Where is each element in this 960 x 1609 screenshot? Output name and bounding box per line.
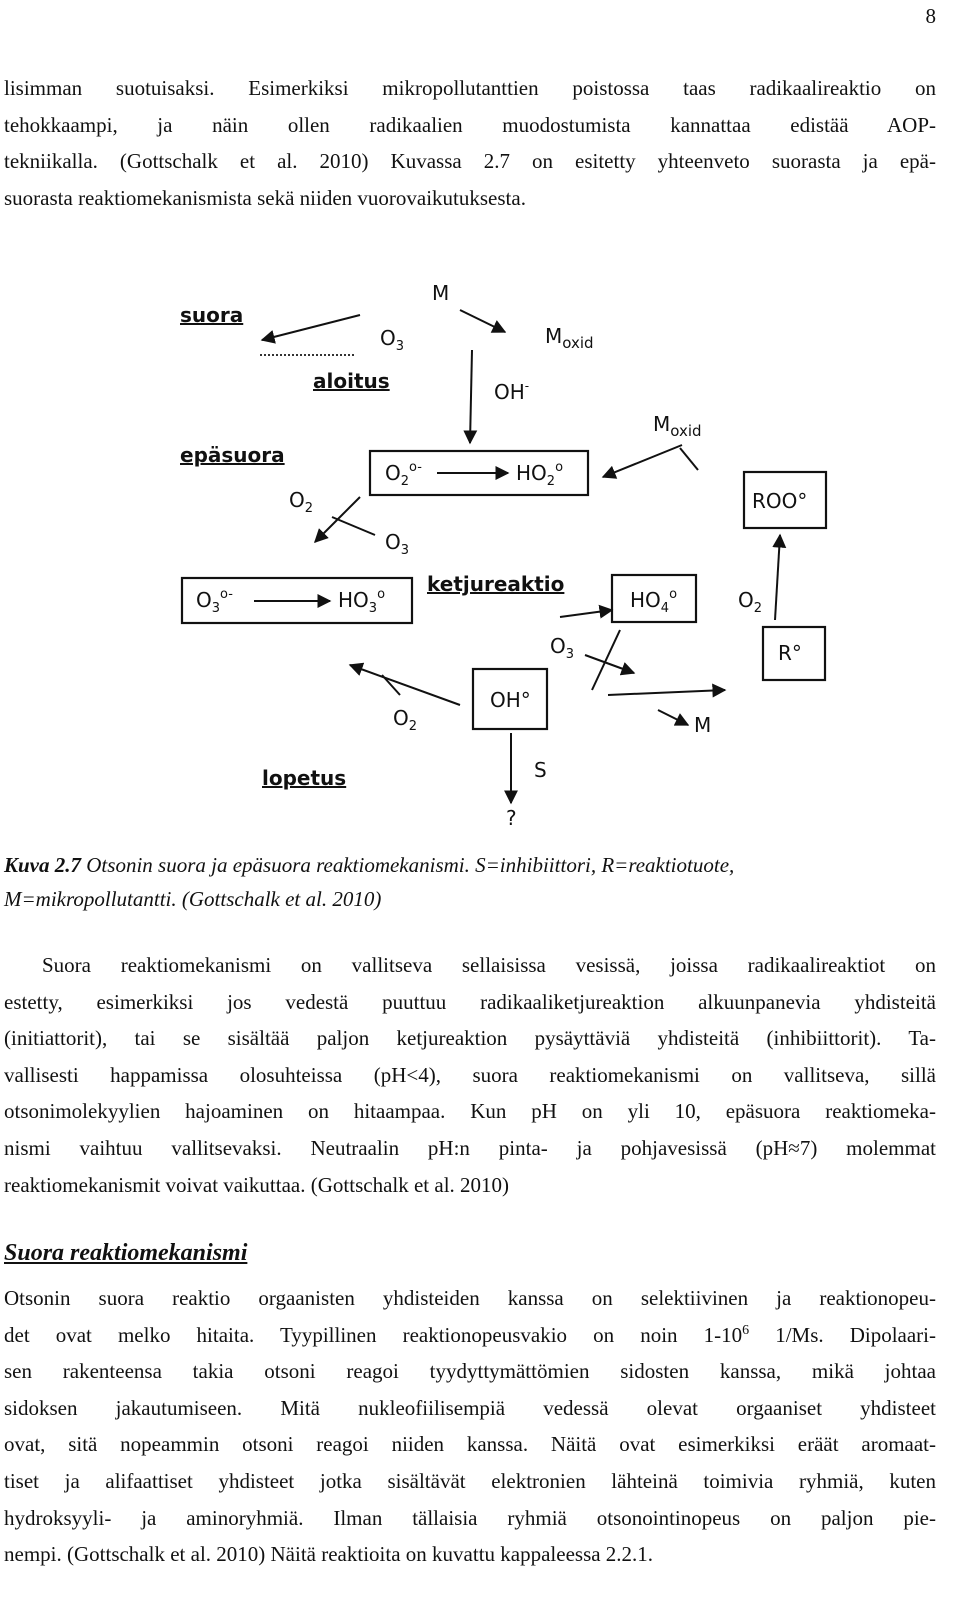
species-o3-mid: $O_3$ — [385, 530, 410, 558]
species-o3-right: $O_3$ — [550, 634, 575, 662]
reaction-arrow — [262, 315, 360, 340]
superoxide-radical: $O_2^{o-}$ — [385, 460, 422, 489]
text-line: Suora reaktiomekanismi on vallitseva sellaisissa vesissä, joissa radikaalireaktiot on — [42, 953, 936, 977]
ho4-radical: $HO_4^o$ — [630, 587, 678, 616]
caption-text: M=mikropollutantti. (Gottschalk et al. 2010) — [4, 887, 382, 911]
text-line: otsonimolekyylien hajoaminen on hitaampaa. Kun pH on yli 10, epäsuora reaktiomeka- — [4, 1099, 936, 1124]
text-line: nismi vaihtuu vallitsevaksi. Neutraalin pH:n pinta- ja pohjavesissä (pH≈7) molemmat — [4, 1135, 936, 1160]
text-line: Otsonin suora reaktio orgaanisten yhdisteiden kanssa on selektiivinen ja reaktionopeu- — [4, 1286, 936, 1310]
hydroperoxyl-radical: $HO_2^o$ — [516, 460, 564, 489]
oh-radical: OH° — [490, 688, 531, 712]
reaction-arrow — [608, 690, 725, 695]
text-line: sen rakenteensa takia otsoni reagoi tyydyttymättömien sidosten kanssa, mikä johtaa — [4, 1359, 936, 1384]
reaction-arrow — [470, 350, 472, 443]
reaction-arrow — [332, 517, 375, 535]
label-aloitus: aloitus — [313, 369, 390, 393]
species-o2-bottom: $O_2$ — [393, 706, 418, 734]
reaction-arrow — [460, 310, 505, 332]
paragraph — [4, 1280, 936, 1573]
label-suora: suora — [180, 303, 244, 327]
paragraph — [4, 947, 936, 1203]
reaction-arrow — [585, 655, 634, 673]
label-epasuora: epäsuora — [180, 443, 285, 467]
text-line: sidoksen jakautumiseen. Mitä nukleofiilisempiä vedessä olevat orgaaniset yhdisteet — [4, 1395, 936, 1420]
reaction-arrow — [560, 610, 612, 617]
species-m-top: M — [432, 281, 450, 305]
label-ketjureaktio: ketjureaktio — [427, 572, 565, 596]
species-m-oxid-1: $M_{oxid}$ — [545, 324, 594, 352]
text-line: reaktiomekanismit voivat vaikuttaa. (Gottschalk et al. 2010) — [4, 1172, 510, 1197]
species-o2-right: $O_2$ — [738, 588, 763, 616]
figure-caption — [4, 848, 934, 916]
species-o3-top: $O_3$ — [380, 326, 405, 354]
ozone-mechanism-diagram — [0, 255, 960, 845]
text-line: (initiattorit), tai se sisältää paljon ketjureaktion pysäyttäviä yhdisteitä (inhibiittorit). Ta- — [4, 1026, 936, 1051]
text-line: tehokkaampi, ja näin ollen radikaalien muodostumista kannattaa edistää AOP- — [4, 112, 936, 137]
text-line: lisimman suotuisaksi. Esimerkiksi mikropollutanttien poistossa taas radikaalireaktio on — [4, 76, 936, 100]
reaction-arrow — [350, 665, 460, 705]
species-oh-minus: OH- — [494, 379, 530, 404]
text-line: hydroksyyli- ja aminoryhmiä. Ilman tällaisia ryhmiä otsonointinopeus on paljon pie- — [4, 1505, 936, 1530]
text-line: nempi. (Gottschalk et al. 2010) Näitä reaktioita on kuvattu kappaleessa 2.2.1. — [4, 1542, 654, 1567]
text-line: suorasta reaktiomekanismista sekä niiden vuorovaikutuksesta. — [4, 185, 526, 210]
intro-paragraph — [4, 70, 936, 216]
section-heading: Suora reaktiomekanismi — [4, 1240, 248, 1266]
text-line: tekniikalla. (Gottschalk et al. 2010) Kuvassa 2.7 on esitetty yhteenveto suorasta ja epä- — [4, 149, 936, 174]
reaction-arrow — [680, 448, 698, 470]
text-line: vallisesti happamissa olosuhteissa (pH<4), suora reaktiomekanismi on vallitseva, sillä — [4, 1062, 936, 1087]
reaction-arrow — [382, 675, 400, 695]
species-s: S — [534, 758, 547, 782]
r-radical: R° — [778, 641, 802, 665]
text-line: tiset ja alifaattiset yhdisteet jotka sisältävät elektronien lähteinä toimivia ryhmiä, kuten — [4, 1468, 936, 1493]
species-m-oxid-2: $M_{oxid}$ — [653, 412, 702, 440]
page-number: 8 — [925, 4, 936, 28]
species-o2-left: $O_2$ — [289, 488, 314, 516]
text-line: ovat, sitä nopeammin otsoni reagoi niiden kanssa. Näitä ovat esimerkiksi eräät aromaat- — [4, 1432, 936, 1457]
ho3-radical: $HO_3^o$ — [338, 587, 386, 616]
species-unknown: ? — [506, 806, 517, 830]
reaction-arrow — [658, 710, 688, 725]
text-line: det ovat melko hitaita. Tyypillinen reaktionopeusvakio on noin $1-10^6$ 1/Ms. Dipolaari- — [4, 1322, 936, 1347]
text-line: estetty, esimerkiksi jos vedestä puuttuu radikaaliketjureaktion alkuunpanevia yhdisteitä — [4, 989, 936, 1014]
reaction-arrow — [603, 445, 682, 477]
figure-label: Kuva 2.7 — [4, 853, 82, 877]
ozonide-radical: $O_3^{o-}$ — [196, 587, 233, 616]
label-lopetus: lopetus — [262, 766, 347, 790]
reaction-arrow — [775, 535, 780, 620]
species-m-bottom: M — [694, 713, 712, 737]
roo-radical: ROO° — [752, 489, 808, 513]
caption-text: Otsonin suora ja epäsuora reaktiomekanismi. S=inhibiittori, R=reaktiotuote, — [81, 853, 735, 877]
